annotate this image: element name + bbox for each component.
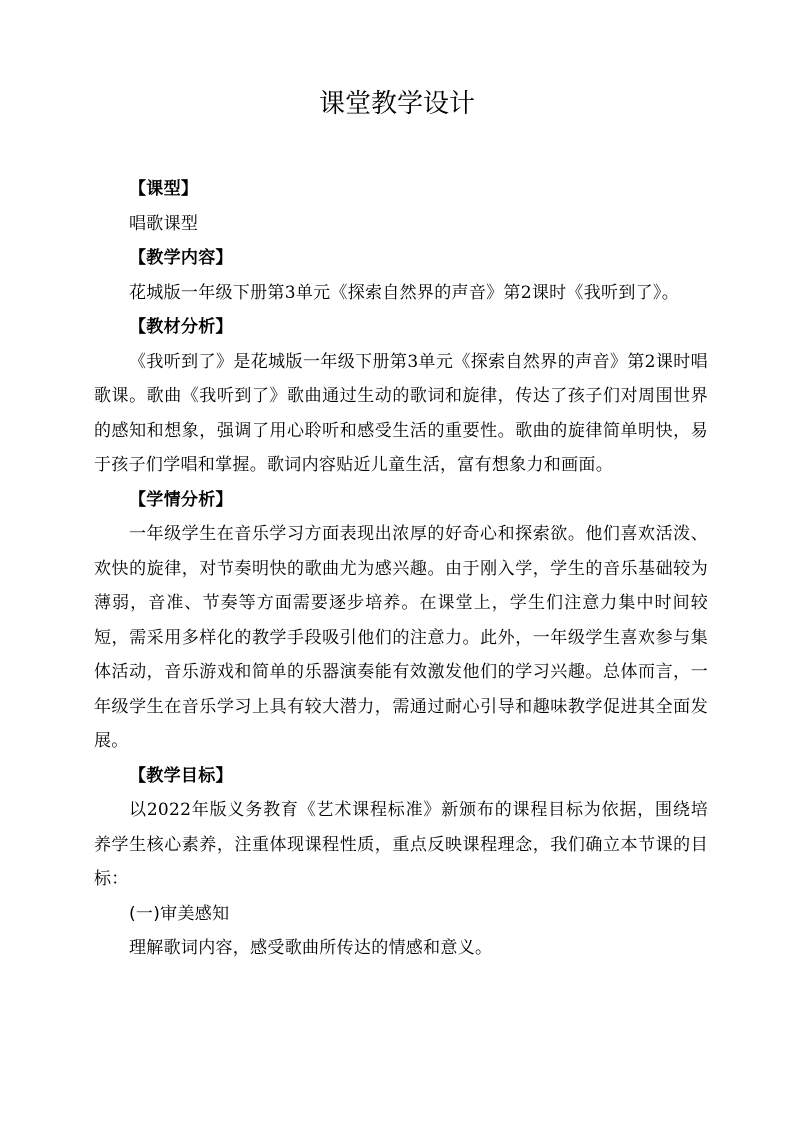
section-paragraph: 《我听到了》是花城版一年级下册第3单元《探索自然界的声音》第2课时唱歌课。歌曲《我听到了》歌曲通过生动的歌词和旋律，传达了孩子们对周围世界的感知和想象，强调了用心聆听和感受生活的重要性。歌曲的旋律简单明快，易于孩子们学唱和掌握。歌词内容贴近儿童生活，富有想象力和画面。 (94, 351, 708, 475)
section-paragraph: 一年级学生在音乐学习方面表现出浓厚的好奇心和探索欲。他们喜欢活泼、欢快的旋律，对节奏明快的歌曲尤为感兴趣。由于刚入学，学生的音乐基础较为薄弱，音准、节奏等方面需要逐步培养。在课堂上，学生们注意力集中时间较短，需采用多样化的教学手段吸引他们的注意力。此外，一年级学生喜欢参与集体活动，音乐游戏和简单的乐器演奏能有效激发他们的学习兴趣。总体而言，一年级学生在音乐学习上具有较大潜力，需通过耐心引导和趣味教学促进其全面发展。 (94, 524, 708, 751)
section-material-analysis (94, 310, 708, 483)
section-paragraph: 唱歌课型 (129, 213, 199, 234)
document-title: 课堂教学设计 (318, 89, 475, 119)
section-heading: 【课型】 (129, 179, 199, 199)
section-subheading: (一)审美感知 (129, 903, 230, 924)
section-teaching-goals (94, 759, 708, 966)
section-heading: 【教材分析】 (129, 317, 233, 337)
section-lesson-type (94, 172, 708, 241)
section-student-analysis (94, 483, 708, 759)
section-heading: 【学情分析】 (129, 489, 233, 510)
section-teaching-content (94, 241, 708, 310)
document-body (94, 172, 708, 966)
section-heading: 【教学目标】 (129, 765, 233, 786)
section-paragraph: 以2022年版义务教育《艺术课程标准》新颁布的课程目标为依据，围绕培养学生核心素养，注重体现课程性质，重点反映课程理念，我们确立本节课的目标： (94, 800, 708, 889)
section-paragraph: 花城版一年级下册第3单元《探索自然界的声音》第2课时《我听到了》。 (129, 282, 680, 303)
section-heading: 【教学内容】 (129, 248, 233, 268)
section-paragraph: 理解歌词内容，感受歌曲所传达的情感和意义。 (129, 938, 493, 958)
